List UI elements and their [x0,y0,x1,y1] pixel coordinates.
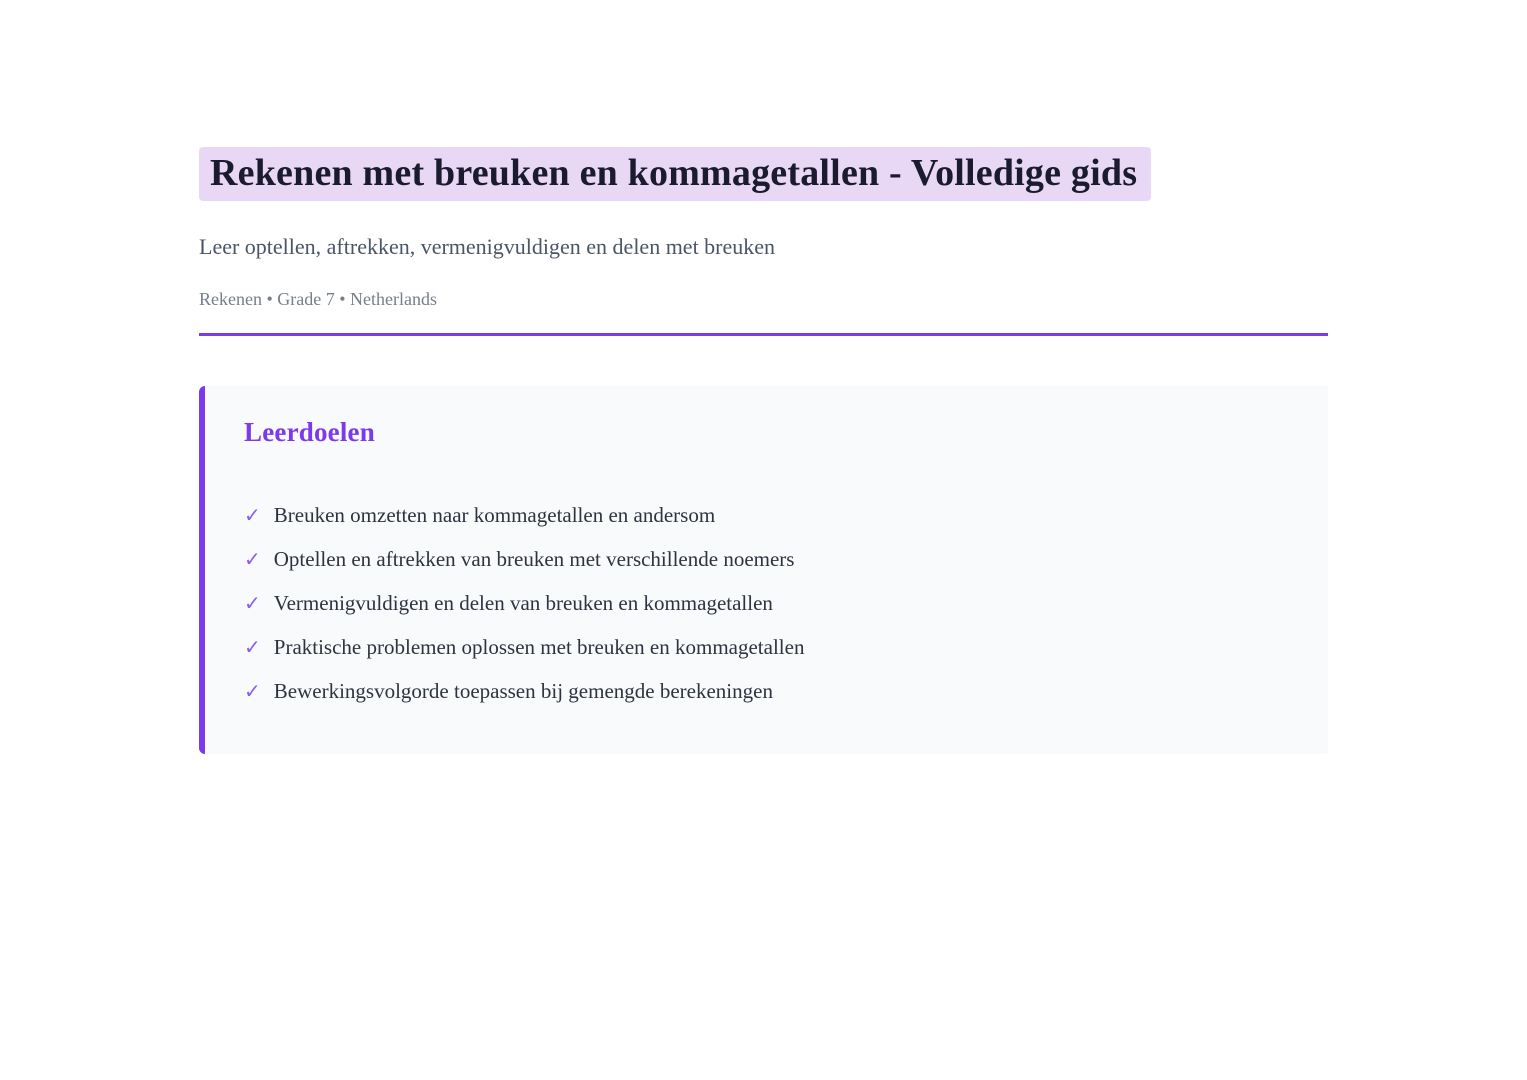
check-icon: ✓ [244,635,261,659]
objective-item [244,635,1288,660]
objectives-card [199,386,1328,754]
objective-item [244,679,1288,704]
page-title-highlight: Rekenen met breuken en kommagetallen - Volledige gids [199,147,1151,201]
check-icon: ✓ [244,547,261,571]
objectives-list [244,503,1288,704]
objective-item [244,591,1288,616]
objective-text: Optellen en aftrekken van breuken met verschillende noemers [273,547,795,571]
header-divider [199,333,1328,336]
page-meta: Rekenen • Grade 7 • Netherlands [199,289,438,309]
objectives-heading: Leerdoelen [244,417,375,447]
objective-text: Praktische problemen oplossen met breuken en kommagetallen [273,635,805,659]
check-icon: ✓ [244,679,261,703]
check-icon: ✓ [244,591,261,615]
objective-text: Vermenigvuldigen en delen van breuken en kommagetallen [273,591,773,615]
page-subtitle: Leer optellen, aftrekken, vermenigvuldigen en delen met breuken [199,234,776,259]
lesson-document [199,147,1328,754]
objective-text: Bewerkingsvolgorde toepassen bij gemengde berekeningen [273,679,773,703]
objective-item [244,547,1288,572]
check-icon: ✓ [244,503,261,527]
objective-item [244,503,1288,528]
objective-text: Breuken omzetten naar kommagetallen en andersom [273,503,716,527]
page-title [199,147,1328,201]
document-header [199,147,1328,336]
